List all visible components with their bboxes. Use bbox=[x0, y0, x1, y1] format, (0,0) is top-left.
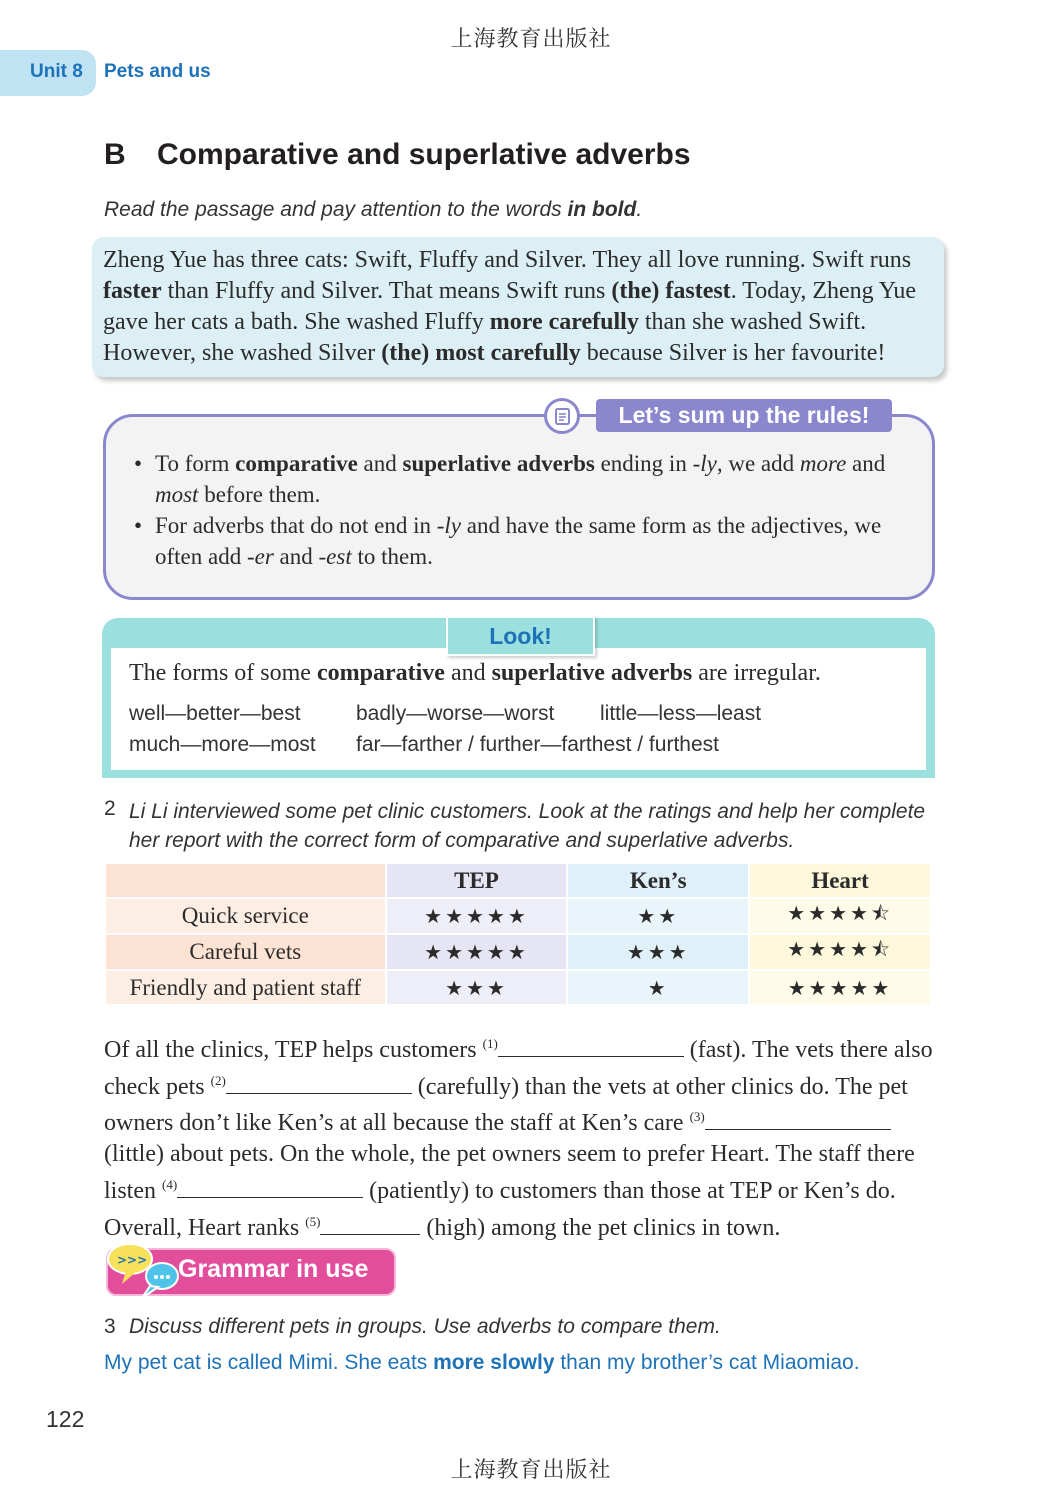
answer-blank[interactable] bbox=[177, 1177, 363, 1198]
instruction-end: . bbox=[636, 198, 643, 221]
table-header-cell: Heart bbox=[750, 864, 930, 897]
answer-blank[interactable] bbox=[498, 1036, 684, 1057]
star-rating: ★★★★★ bbox=[750, 971, 930, 1004]
answer-blank[interactable] bbox=[705, 1109, 891, 1130]
rule-run: and bbox=[273, 544, 319, 569]
rule-run: more bbox=[799, 451, 847, 476]
task-number: 3 bbox=[104, 1315, 116, 1338]
page-number: 122 bbox=[46, 1406, 85, 1432]
rule-run: and bbox=[846, 451, 886, 476]
section-letter: B bbox=[104, 138, 126, 171]
blank-number: (2) bbox=[210, 1072, 226, 1088]
bold-term: superlative adverbs bbox=[491, 660, 693, 686]
bold-term: comparative bbox=[316, 660, 445, 686]
row-label: Careful vets bbox=[106, 935, 385, 969]
rule-run: before them. bbox=[198, 482, 321, 507]
table-row bbox=[106, 899, 930, 933]
star-rating: ★★★★★ bbox=[387, 935, 567, 969]
section-title: Comparative and superlative adverbs bbox=[157, 138, 691, 171]
look-sentence bbox=[129, 660, 821, 687]
row-label: Friendly and patient staff bbox=[106, 971, 385, 1004]
table-row bbox=[106, 971, 930, 1004]
irregular-form: much—more—most bbox=[129, 733, 316, 756]
table-row bbox=[106, 935, 930, 969]
look-run: are irregular. bbox=[692, 660, 821, 686]
star-rating: ★★★★★ bbox=[387, 899, 567, 933]
bold-term: (the) most carefully bbox=[381, 340, 581, 366]
answer-blank[interactable] bbox=[226, 1073, 412, 1094]
irregular-form: far—farther / further—farthest / furthest bbox=[356, 733, 719, 756]
rule-text bbox=[155, 510, 915, 572]
table-header-row bbox=[106, 864, 930, 897]
table-header-cell bbox=[106, 864, 385, 897]
passage-run: . Today, Zheng Yue gave her cats a bath. She washed Fluffy bbox=[103, 278, 917, 335]
report-run: Of all the clinics, TEP helps customers bbox=[104, 1037, 483, 1063]
star-rating: ★ bbox=[568, 971, 748, 1004]
star-rating: ★★★★⯪ bbox=[750, 899, 930, 933]
rules-heading: Let’s sum up the rules! bbox=[596, 399, 892, 432]
report-run: (carefully) than the vets at other clinics do. The pet owners don’t like Ken’s at all because the staff at Ken’s care bbox=[104, 1073, 908, 1137]
blank-number: (5) bbox=[305, 1213, 321, 1229]
notes-icon bbox=[544, 398, 580, 434]
passage-box bbox=[92, 237, 944, 377]
rule-run: -ly bbox=[436, 513, 461, 538]
report-run: (fast). The vets there also check pets bbox=[104, 1037, 933, 1100]
report-run: (patiently) to customers than those at TEP or Ken’s do. Overall, Heart ranks bbox=[104, 1177, 896, 1241]
rule-run: For adverbs that do not end in bbox=[155, 513, 437, 538]
table-header-cell: Ken’s bbox=[568, 864, 748, 897]
rule-text bbox=[155, 448, 915, 510]
star-rating: ★★★ bbox=[387, 971, 567, 1004]
task-instruction: Li Li interviewed some pet clinic customers. Look at the ratings and help her complete her report with the correct form of comparative and superlative adverbs. bbox=[129, 800, 926, 852]
passage-run: than she washed Swift. However, she washed Silver bbox=[103, 309, 867, 366]
example-text: My pet cat is called Mimi. She eats bbox=[104, 1351, 434, 1374]
report-paragraph bbox=[104, 1029, 944, 1243]
rule-run: To form bbox=[155, 451, 236, 476]
look-run: and bbox=[444, 660, 492, 686]
publisher-footer: 上海教育出版社 bbox=[450, 1457, 612, 1482]
task-number: 2 bbox=[104, 797, 116, 820]
example-sentence bbox=[104, 1351, 860, 1375]
table-header-cell: TEP bbox=[387, 864, 567, 897]
bullet: • bbox=[134, 451, 143, 476]
rule-item bbox=[134, 510, 914, 572]
rule-run: and bbox=[357, 451, 403, 476]
rule-run: to them. bbox=[351, 544, 433, 569]
blank-number: (3) bbox=[689, 1109, 705, 1125]
speech-bubble-icon bbox=[104, 1240, 184, 1307]
look-run: The forms of some bbox=[129, 660, 317, 686]
star-rating: ★★★★⯪ bbox=[750, 935, 930, 969]
blank-number: (1) bbox=[482, 1036, 498, 1051]
irregular-form: little—less—least bbox=[600, 702, 762, 725]
rule-run: and have the same form as the adjectives, we often add bbox=[155, 513, 882, 569]
rule-run: -er bbox=[246, 544, 274, 569]
bullet: • bbox=[134, 513, 143, 538]
bold-term: superlative adverbs bbox=[402, 451, 595, 476]
icon-arrows: >>> bbox=[117, 1253, 148, 1267]
unit-label: Unit 8 bbox=[30, 61, 83, 82]
rule-run: -est bbox=[318, 544, 352, 569]
example-end: than my brother’s cat Miaomiao. bbox=[554, 1351, 860, 1374]
publisher-header: 上海教育出版社 bbox=[450, 26, 612, 51]
bold-term: (the) fastest bbox=[611, 278, 731, 304]
rule-run: most bbox=[155, 482, 199, 507]
row-label: Quick service bbox=[106, 899, 385, 933]
task-instruction: Discuss different pets in groups. Use adverbs to compare them. bbox=[129, 1315, 721, 1338]
answer-blank[interactable] bbox=[320, 1214, 420, 1235]
grammar-in-use-label: Grammar in use bbox=[178, 1255, 369, 1283]
passage-text bbox=[103, 245, 941, 369]
look-tab: Look! bbox=[446, 616, 595, 656]
instruction-bold: in bold bbox=[567, 198, 637, 221]
blank-number: (4) bbox=[162, 1176, 178, 1192]
bold-term: more carefully bbox=[489, 309, 639, 335]
rule-run: , we add bbox=[716, 451, 800, 476]
star-rating: ★★ bbox=[568, 899, 748, 933]
rule-item bbox=[134, 448, 914, 510]
irregular-form: well—better—best bbox=[129, 702, 301, 725]
star-rating: ★★★ bbox=[568, 935, 748, 969]
example-bold: more slowly bbox=[433, 1351, 555, 1374]
report-run: (little) about pets. On the whole, the pet owners seem to prefer Heart. The staff there listen bbox=[104, 1141, 915, 1204]
passage-run: Zheng Yue has three cats: Swift, Fluffy and Silver. They all love running. Swift runs bbox=[103, 247, 912, 273]
ratings-table bbox=[104, 862, 932, 1006]
rule-run: ending in bbox=[594, 451, 693, 476]
instruction bbox=[104, 198, 642, 222]
passage-run: because Silver is her favourite! bbox=[580, 340, 886, 366]
unit-tab bbox=[0, 50, 96, 96]
irregular-form: badly—worse—worst bbox=[356, 702, 555, 725]
unit-title: Pets and us bbox=[104, 61, 211, 82]
bold-term: faster bbox=[103, 278, 162, 304]
instruction-text: Read the passage and pay attention to the words bbox=[104, 198, 568, 221]
bold-term: comparative bbox=[235, 451, 358, 476]
report-run: (high) among the pet clinics in town. bbox=[420, 1214, 781, 1241]
passage-run: than Fluffy and Silver. That means Swift runs bbox=[161, 278, 612, 304]
rule-run: -ly bbox=[692, 451, 717, 476]
